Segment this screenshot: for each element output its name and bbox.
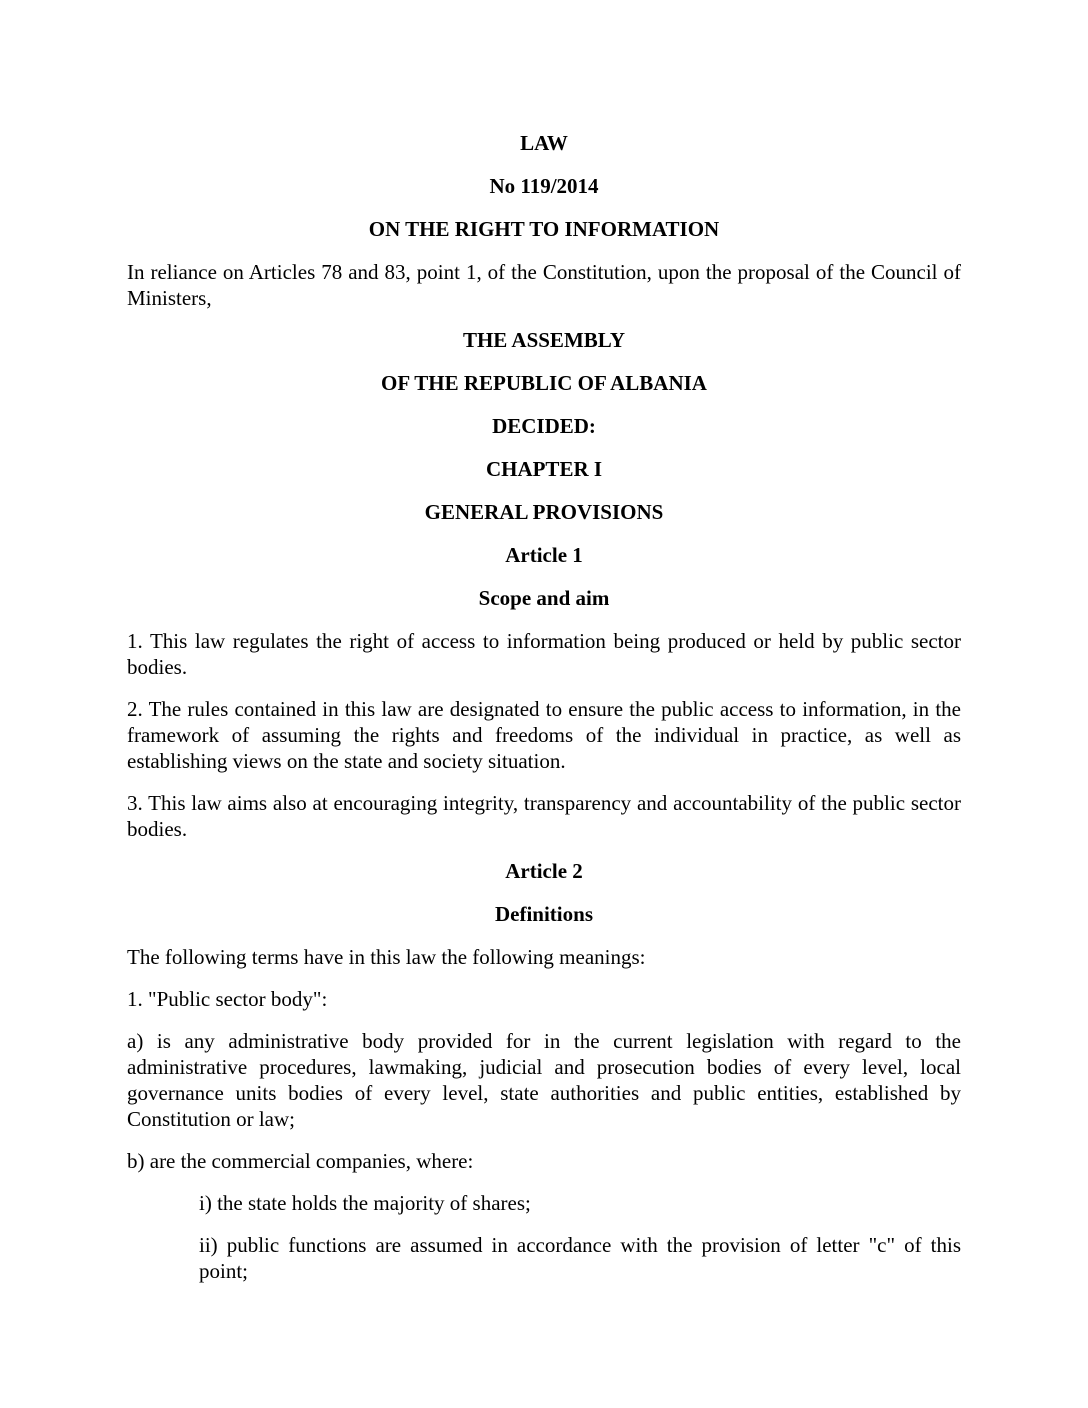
heading-definitions: Definitions <box>494 902 593 926</box>
heading-law-title: ON THE RIGHT TO INFORMATION <box>368 217 720 241</box>
heading-article-1: Article 1 <box>505 543 583 567</box>
heading-law: LAW <box>520 131 568 155</box>
heading-chapter-1: CHAPTER I <box>485 457 603 481</box>
paragraph-article1-point1: 1. This law regulates the right of access to information being produced or held by public sector bodies. <box>127 629 961 679</box>
paragraph-definition-1b-i: i) the state holds the majority of shares; <box>199 1191 531 1215</box>
heading-assembly: THE ASSEMBLY <box>462 328 626 352</box>
heading-republic: OF THE REPUBLIC OF ALBANIA <box>381 371 707 395</box>
paragraph-article1-point2: 2. The rules contained in this law are designated to ensure the public access to information, in the framework of assuming the rights and freedoms of the individual in practice, as well as establishing views on the state and society situation. <box>127 697 961 773</box>
heading-law-number: No 119/2014 <box>489 174 599 198</box>
heading-general-provisions: GENERAL PROVISIONS <box>424 500 664 524</box>
paragraph-definition-1a: a) is any administrative body provided for in the current legislation with regard to the administrative procedures, lawmaking, judicial and prosecution bodies of every level, local governance units bodies of every level, state authorities and public entities, established by Constitution or law; <box>127 1029 961 1131</box>
heading-decided: DECIDED: <box>492 414 596 438</box>
paragraph-definition-1b-ii: ii) public functions are assumed in accordance with the provision of letter "c" of this point; <box>199 1233 961 1283</box>
paragraph-definition-1: 1. "Public sector body": <box>127 987 328 1011</box>
paragraph-definitions-intro: The following terms have in this law the following meanings: <box>127 945 646 969</box>
heading-scope-and-aim: Scope and aim <box>478 586 610 610</box>
paragraph-preamble: In reliance on Articles 78 and 83, point 1, of the Constitution, upon the proposal of the Council of Ministers, <box>127 260 961 310</box>
heading-article-2: Article 2 <box>505 859 583 883</box>
paragraph-definition-1b: b) are the commercial companies, where: <box>127 1149 474 1173</box>
paragraph-article1-point3: 3. This law aims also at encouraging integrity, transparency and accountability of the public sector bodies. <box>127 791 961 841</box>
